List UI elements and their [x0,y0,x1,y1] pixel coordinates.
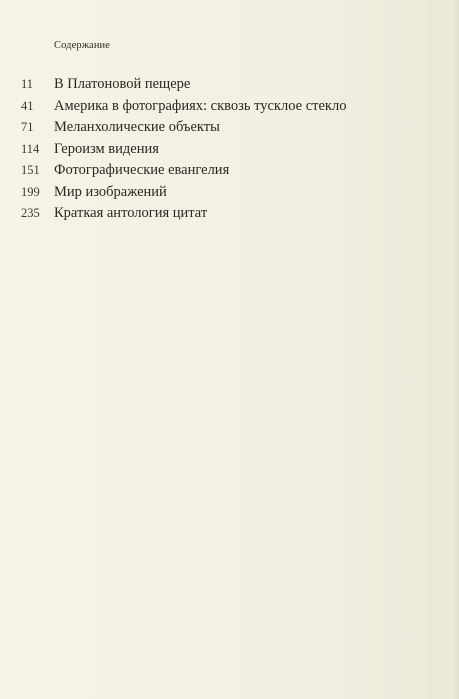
toc-page-number: 199 [21,184,40,199]
toc-page-number: 71 [21,120,34,134]
toc-page-number: 235 [21,206,40,220]
contents-heading: Содержание [54,40,111,51]
toc-page-number: 151 [21,163,40,177]
toc-chapter-title: Краткая антология цитат [54,205,208,221]
toc-entry [21,205,441,227]
toc-entry [21,98,441,120]
toc-entry [21,76,441,98]
table-of-contents [21,76,441,227]
toc-page-number: 114 [21,141,40,156]
toc-entry [21,184,441,206]
toc-chapter-title: Меланхолические объекты [54,119,220,135]
toc-page-number: 41 [21,98,34,113]
toc-chapter-title: Мир изображений [54,183,167,200]
page-edge-shadow [453,0,459,699]
toc-chapter-title: Героизм видения [54,140,159,157]
toc-chapter-title: В Платоновой пещере [54,76,191,92]
toc-entry [21,162,441,184]
toc-entry [21,141,441,163]
toc-entry [21,119,441,141]
toc-chapter-title: Фотографические евангелия [54,162,230,178]
toc-chapter-title: Америка в фотографиях: сквозь тусклое стекло [54,97,347,114]
toc-page-number: 11 [21,77,34,91]
